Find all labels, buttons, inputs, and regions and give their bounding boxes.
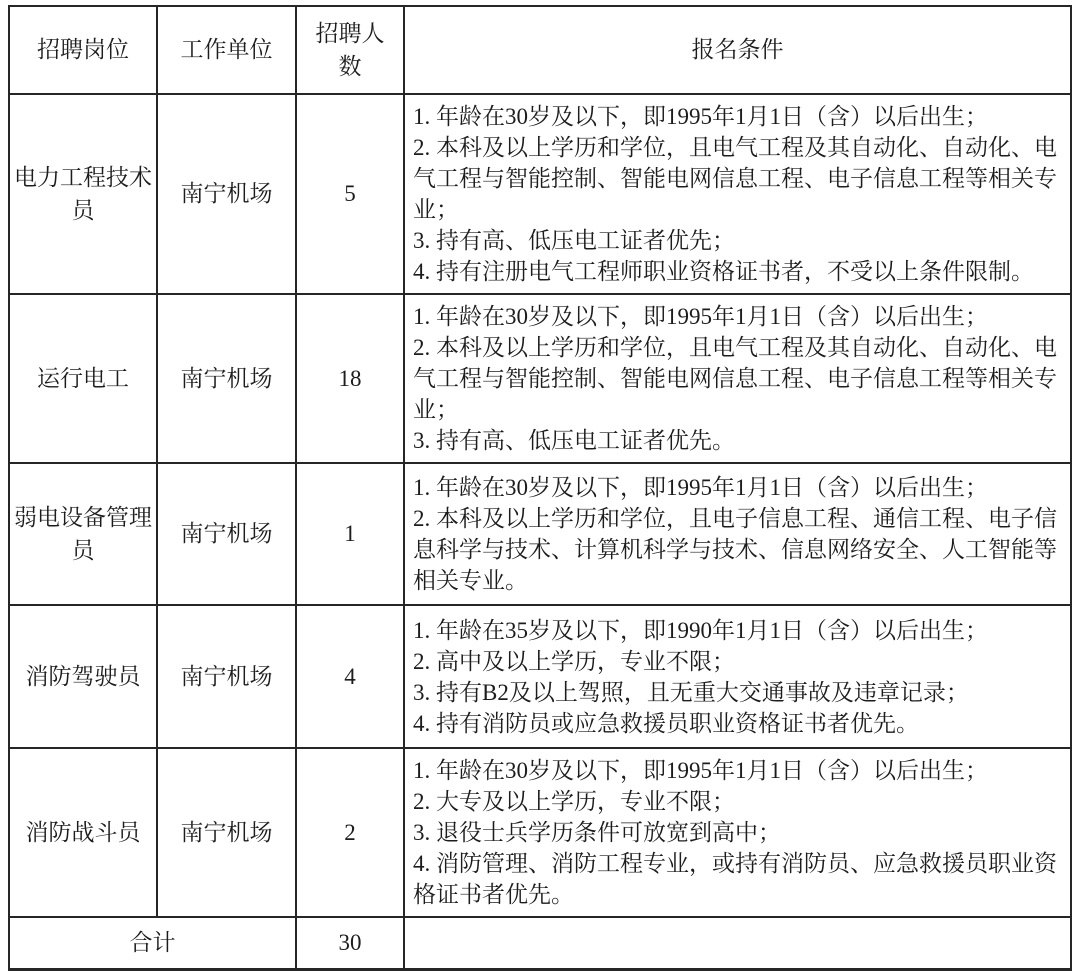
condition-item: 3. 退役士兵学历条件可放宽到高中； <box>413 820 781 845</box>
position-cell: 消防战斗员 <box>9 748 157 917</box>
count-cell: 2 <box>296 748 404 917</box>
unit-cell: 南宁机场 <box>157 94 296 294</box>
position-cell: 运行电工 <box>9 294 157 463</box>
total-empty-cell <box>404 917 1071 969</box>
condition-item: 4. 消防管理、消防工程专业，或持有消防员、应急救援员职业资格证书者优先。 <box>413 851 1057 907</box>
count-cell: 1 <box>296 463 404 605</box>
unit-cell: 南宁机场 <box>157 463 296 605</box>
total-row <box>9 917 1071 969</box>
condition-item: 2. 大专及以上学历，专业不限； <box>413 789 735 814</box>
header-position: 招聘岗位 <box>9 6 157 94</box>
position-cell: 弱电设备管理员 <box>9 463 157 605</box>
header-work-unit: 工作单位 <box>157 6 296 94</box>
unit-cell: 南宁机场 <box>157 748 296 917</box>
condition-item: 3. 持有高、低压电工证者优先； <box>413 228 735 253</box>
conditions-cell <box>404 748 1071 917</box>
condition-item: 4. 持有消防员或应急救援员职业资格证书者优先。 <box>413 710 919 736</box>
conditions-cell <box>404 294 1071 463</box>
count-cell: 18 <box>296 294 404 463</box>
conditions-cell <box>404 605 1071 748</box>
condition-item: 3. 持有B2及以上驾照，且无重大交通事故及违章记录； <box>413 679 969 705</box>
condition-item: 4. 持有注册电气工程师职业资格证书者，不受以上条件限制。 <box>413 259 1034 284</box>
table-row <box>9 94 1071 294</box>
recruitment-table <box>8 5 1072 971</box>
condition-item: 1. 年龄在30岁及以下，即1995年1月1日（含）以后出生； <box>413 475 988 500</box>
condition-item: 1. 年龄在30岁及以下，即1995年1月1日（含）以后出生； <box>413 758 988 783</box>
header-headcount-label: 招聘人数 <box>315 20 385 79</box>
condition-item: 2. 本科及以上学历和学位，且电子信息工程、通信工程、电子信息科学与技术、计算机科学与技术、信息网络安全、人工智能等相关专业。 <box>413 506 1057 593</box>
total-label-cell: 合计 <box>9 917 296 969</box>
table-row <box>9 294 1071 463</box>
total-count-cell: 30 <box>296 917 404 969</box>
conditions-cell <box>404 463 1071 605</box>
table-row <box>9 748 1071 917</box>
count-cell: 5 <box>296 94 404 294</box>
table-row <box>9 463 1071 605</box>
condition-item: 3. 持有高、低压电工证者优先。 <box>413 428 735 453</box>
count-cell: 4 <box>296 605 404 748</box>
condition-item: 1. 年龄在35岁及以下，即1990年1月1日（含）以后出生； <box>413 617 988 643</box>
condition-item: 2. 本科及以上学历和学位，且电气工程及其自动化、自动化、电气工程与智能控制、智能电网信息工程、电子信息工程等相关专业； <box>413 335 1057 422</box>
header-headcount <box>296 6 404 94</box>
unit-cell: 南宁机场 <box>157 294 296 463</box>
condition-item: 1. 年龄在30岁及以下，即1995年1月1日（含）以后出生； <box>413 104 988 129</box>
header-conditions: 报名条件 <box>404 6 1071 94</box>
position-cell: 消防驾驶员 <box>9 605 157 748</box>
unit-cell: 南宁机场 <box>157 605 296 748</box>
condition-item: 1. 年龄在30岁及以下，即1995年1月1日（含）以后出生； <box>413 304 988 329</box>
condition-item: 2. 高中及以上学历，专业不限； <box>413 648 735 674</box>
condition-item: 2. 本科及以上学历和学位，且电气工程及其自动化、自动化、电气工程与智能控制、智能电网信息工程、电子信息工程等相关专业； <box>413 135 1057 222</box>
table-row <box>9 605 1071 748</box>
position-cell: 电力工程技术员 <box>9 94 157 294</box>
conditions-cell <box>404 94 1071 294</box>
header-row <box>9 6 1071 94</box>
